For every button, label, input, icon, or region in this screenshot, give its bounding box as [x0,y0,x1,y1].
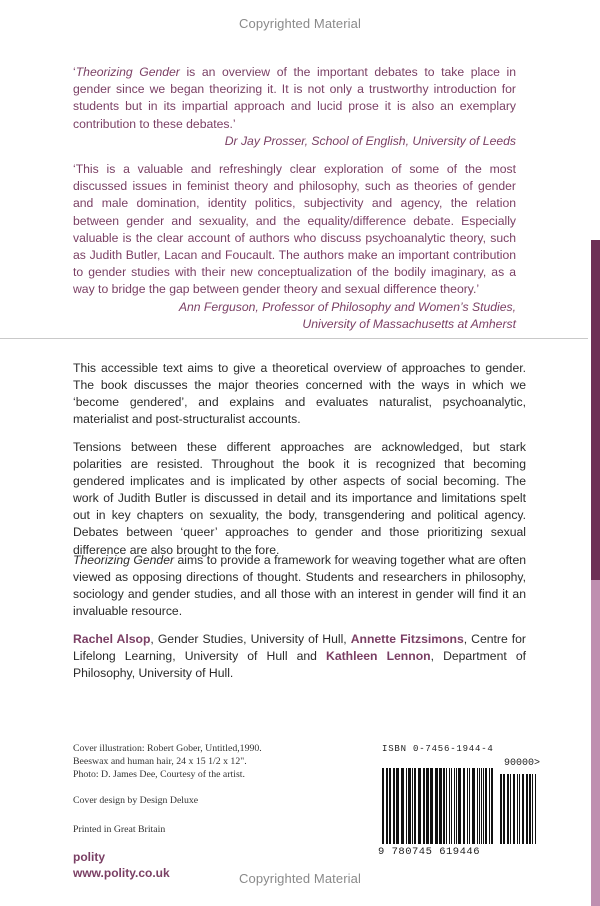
credit-line-3: Photo: D. James Dee, Courtesy of the artist. [73,769,245,780]
author-affiliation: , Centre for Lifelong Learning, University of Hull and [73,632,526,664]
copyright-watermark-top: Copyrighted Material [239,16,361,31]
barcode-bars-icon [382,768,540,846]
cover-edge-strip-dark [591,240,600,580]
quote-text: ‘This is a valuable and refreshingly clear exploration of some of the most discussed issues in feminist theory and philosophy, such as theories of gender and male domination, identity politics, subjectivity and agency, the relation between gender and sexuality, and the equality/difference debate. Especially valuable is the clear account of authors who discuss psychoanalytic theory, such as Judith Butler, Lacan and Foucault. The authors make an important contribution to gender studies with their new conceptualization of the bodily imaginary, as a way to bridge the gap between gender theory and sexual difference theory.’ [73,162,516,297]
printed-in: Printed in Great Britain [73,824,166,835]
blurb-paragraph-1: This accessible text aims to give a theoretical overview of approaches to gender. The book discusses the major theories concerned with the ways in which we ‘become gendered’, and explains and evaluates naturalist, psychoanalytic, materialist and post-structuralist accounts. [73,361,526,427]
quote-text: is an overview of the important debates to take place in gender since we began theorizing it. It is not only a trustworthy introduction for students but in its impartial approach and lucid prose it is also an exemplary contribution to these debates.’ [73,65,516,131]
publisher-url: www.polity.co.uk [73,866,170,880]
quote-open-mark: ‘ [73,65,76,79]
review-quote-ferguson [73,161,516,333]
cover-credits [73,742,373,781]
section-divider [0,338,588,339]
isbn-label: ISBN 0-7456-1944-4 [382,744,494,754]
paragraph-text: aims to provide a framework for weaving together what are often viewed as opposing directions of thought. Students and researchers in philosophy, sociology and gender studies, and all those with an interest in gender will find it an invaluable resource. [73,553,526,619]
author-bios [73,631,526,682]
price-addon-code: 90000> [503,758,540,769]
quote-attribution-line-2: University of Massachusetts at Amherst [302,316,516,331]
credit-line-1: Cover illustration: Robert Gober, Untitled,1990. [73,743,262,754]
author-name-alsop: Rachel Alsop [73,632,151,646]
blurb-paragraph-2: Tensions between these different approaches are acknowledged, but stark polarities are resisted. Throughout the book it is recognized that becoming gendered implicates and is implicated by other aspects of social becoming. The work of Judith Butler is discussed in detail and its importance and limitations spelt out in key chapters on sexuality, the body, transgendering and political agency. Debates between ‘queer’ approaches to gender and those prioritizing sexual difference are also brought to the fore. [73,440,526,557]
isbn-barcode [378,744,540,860]
credit-line-2: Beeswax and human hair, 24 x 15 1/2 x 12". [73,756,247,767]
review-quote-prosser [73,64,516,150]
ean-digits: 9 780745 619446 [378,846,481,858]
quote-attribution-line-1: Ann Ferguson, Professor of Philosophy and Women’s Studies, [178,299,516,314]
quote-attribution: Dr Jay Prosser, School of English, University of Leeds [224,133,516,148]
author-name-lennon: Kathleen Lennon [326,649,431,664]
copyright-watermark-bottom: Copyrighted Material [239,871,361,886]
quote-book-title: Theorizing Gender [75,65,180,79]
author-affiliation: , Gender Studies, University of Hull, [150,632,351,646]
cover-edge-strip-light [591,580,600,906]
publisher-logo-text: polity [73,850,105,864]
cover-design-credit: Cover design by Design Deluxe [73,795,199,806]
author-name-fitzsimons: Annette Fitzsimons [350,632,464,646]
author-affiliation: , Department of Philosophy, University of Hull. [73,649,526,681]
book-title-italic: Theorizing Gender [73,553,175,567]
blurb-paragraph-3 [73,552,526,620]
